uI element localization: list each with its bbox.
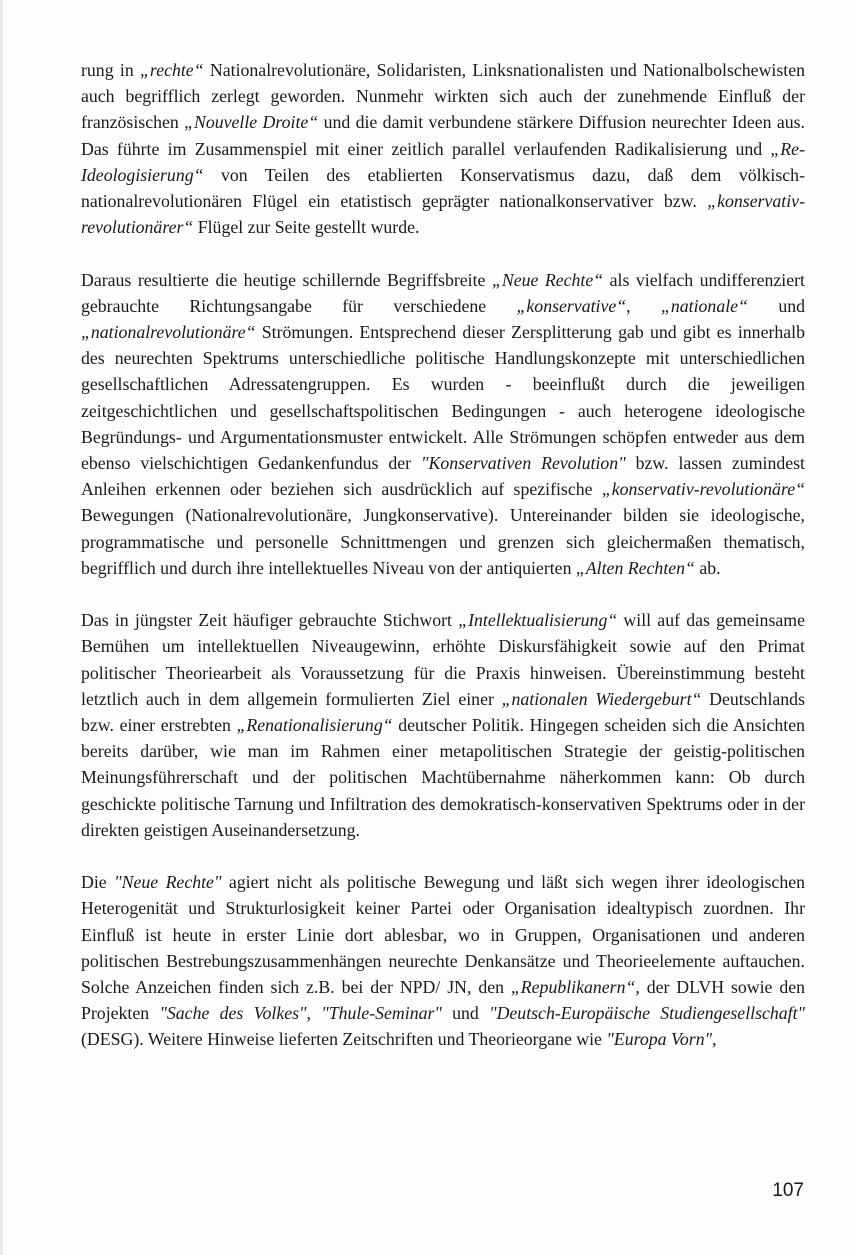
italic-term: „nationalen Wiedergeburt“ xyxy=(501,688,702,709)
text-run: Nationalrevolutionäre, Solidaristen, Linksnationalisten und Nationalbolschewisten auch begrifflich zerlegt geworden. Nunmehr wirkten sich auch der zunehmende Einfluß der französischen xyxy=(81,60,805,133)
italic-term: „konservative“ xyxy=(516,295,627,316)
italic-term: „rechte“ xyxy=(140,60,204,80)
text-run: Deutschlands bzw. einer erstrebten xyxy=(81,688,805,736)
text-run: bzw. lassen zumindest Anleihen erkennen oder beziehen sich ausdrücklich auf spezifische xyxy=(81,453,805,500)
italic-term: „Republikanern“ xyxy=(510,977,636,998)
italic-term: "Europa Vorn" xyxy=(606,1029,713,1050)
italic-term: „konservativ-revolutionäre“ xyxy=(601,479,805,500)
text-run: , der DLVH sowie den Projekten xyxy=(81,977,806,1024)
body-text xyxy=(81,57,805,1053)
scan-edge-shadow xyxy=(0,0,3,1255)
italic-term: "Sache des Volkes" xyxy=(159,1003,307,1024)
text-run: von Teilen des etablierten Konservatismus dazu, daß dem völkisch-nationalrevolutionären Flügel ein etatistisch geprägter nationalkonservativer bzw. xyxy=(81,164,805,212)
text-run: deutscher Politik. Hingegen scheiden sich die Ansichten bereits darüber, wie man im Rahmen einer metapolitischen Strategie der geistig-politischen Meinungsführerschaft und der politischen Machtübernahme näherkommen kann: Ob durch geschickte politische Tarnung und Infiltration des demokratisch-konservativen Spektrums oder in der direkten geistigen Auseinandersetzung. xyxy=(81,715,805,840)
text-run: ab. xyxy=(694,557,721,578)
page-number: 107 xyxy=(772,1180,804,1201)
text-run: und xyxy=(747,295,805,316)
italic-term: „Neue Rechte“ xyxy=(491,269,604,290)
italic-term: „Renationalisierung“ xyxy=(236,715,393,736)
text-run: und xyxy=(441,1003,490,1024)
text-run: , xyxy=(712,1029,717,1050)
text-run: als vielfach undifferenziert gebrauchte Richtungsangabe für verschiedene xyxy=(81,269,805,316)
paragraph xyxy=(81,267,805,581)
text-run: Strömungen. Entsprechend dieser Zersplitterung gab und gibt es innerhalb des neurechten Spektrums unterschiedliche politische Handlungskonzepte mit unterschiedlichen gesellschaftlichen Adressatengruppen. Es wurden - beeinflußt durch die jeweiligen zeitgeschichtlichen und gesellschaftspolitischen Bedingungen - auch heterogene ideologische Begründungs- und Argumentationsmuster entwickelt. Alle Strömungen schöpfen entweder aus dem ebenso vielschichtigen Gedankenfundus der xyxy=(81,322,805,474)
text-run: Bewegungen (Nationalrevolutionäre, Jungkonservative). Untereinander bilden sie ideologische, programmatische und personelle Schnittmengen und grenzen sich gleichermaßen thematisch, begrifflich und durch ihre intellektuelles Niveau von der antiquierten xyxy=(81,505,805,578)
text-run: will auf das gemeinsame Bemühen um intellektuellen Niveaugewinn, erhöhte Diskursfähigkeit sowie auf den Primat politischer Theoriearbeit als Voraussetzung für die Praxis hinweisen. Übereinstimmung besteht letztlich auch in dem allgemein formulierten Ziel einer xyxy=(81,610,805,709)
italic-term: „Intellektualisierung“ xyxy=(458,610,618,631)
text-run: (DESG). Weitere Hinweise lieferten Zeitschriften und Theorieorgane wie xyxy=(81,1029,607,1050)
text-run: , xyxy=(306,1003,322,1024)
text-run: Flügel zur Seite gestellt wurde. xyxy=(193,217,420,238)
italic-term: „konservativ-revolutionärer“ xyxy=(81,191,805,238)
text-run: und die damit verbundene stärkere Diffusion neurechter Ideen aus. Das führte im Zusammenspiel mit einer zeitlich parallel verlaufenden Radikalisierung und xyxy=(81,112,806,159)
text-run: Die xyxy=(81,872,115,893)
italic-term: "Konservativen Revolution" xyxy=(421,453,626,474)
italic-term: "Neue Rechte" xyxy=(114,872,222,893)
paragraph xyxy=(81,607,805,843)
italic-term: "Deutsch-Europäische Studiengesellschaft" xyxy=(489,1003,806,1024)
italic-term: „nationalrevolutionäre“ xyxy=(81,322,256,343)
text-run: Das in jüngster Zeit häufiger gebrauchte Stichwort xyxy=(81,610,459,631)
italic-term: „Nouvelle Droite“ xyxy=(184,112,319,133)
text-run: , xyxy=(626,295,661,316)
italic-term: „Alten Rechten“ xyxy=(575,557,695,578)
paragraph xyxy=(81,869,805,1052)
italic-term: "Thule-Seminar" xyxy=(321,1003,442,1024)
paragraph xyxy=(81,57,805,240)
italic-term: „nationale“ xyxy=(660,295,748,316)
italic-term: „Re-Ideologisierung“ xyxy=(81,138,805,185)
text-run: rung in xyxy=(81,60,141,80)
text-run: agiert nicht als politische Bewegung und läßt sich wegen ihrer ideologischen Heterogenität und Strukturlosigkeit keiner Partei oder Organisation idealtypisch zuordnen. Ihr Einfluß ist heute in erster Linie dort ablesbar, wo in Gruppen, Organisationen und anderen politischen Bestrebungszusammenhängen neurechte Denkansätze und Theorieelemente auftauchen. Solche Anzeichen finden sich z.B. bei der NPD/ JN, den xyxy=(81,872,805,998)
text-run: Daraus resultierte die heutige schillernde Begriffsbreite xyxy=(81,269,492,290)
